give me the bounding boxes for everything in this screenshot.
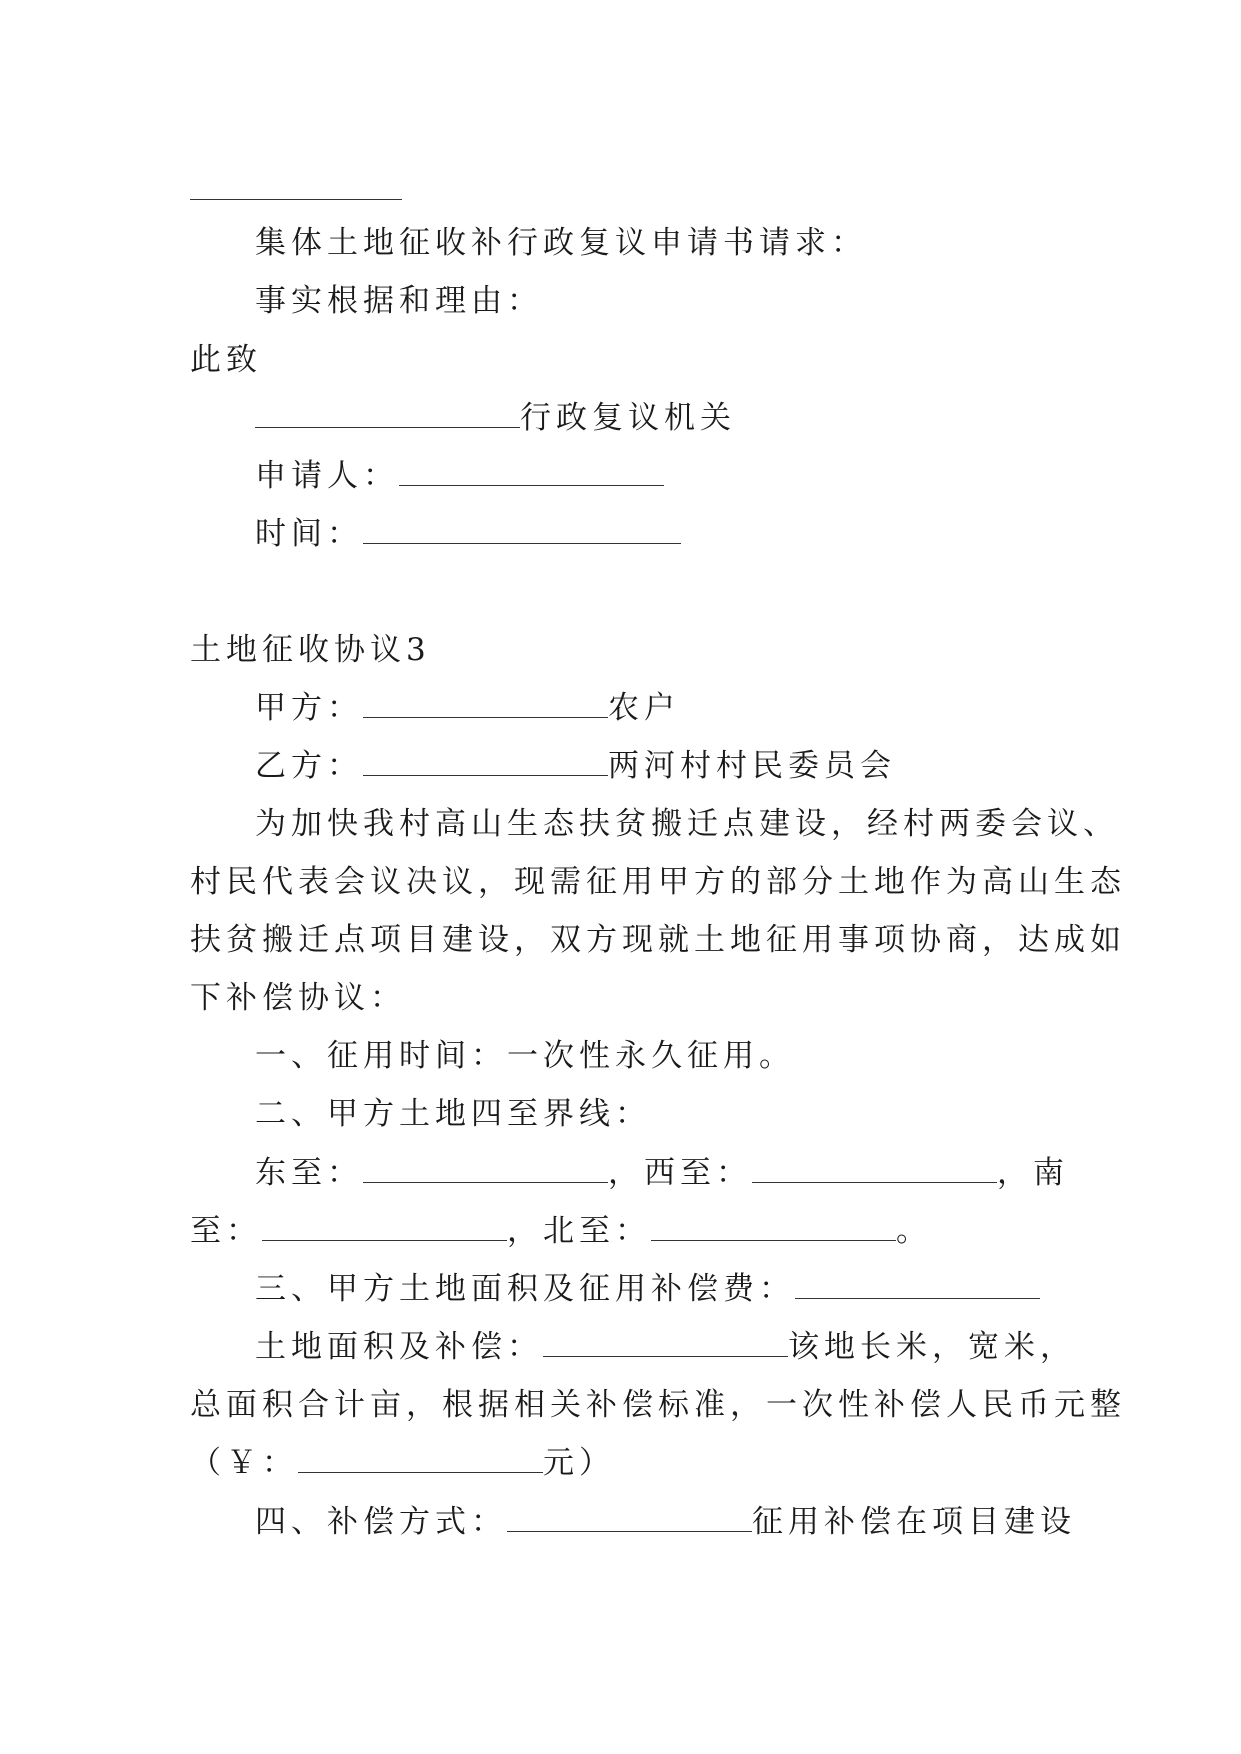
amount-open: （￥： — [190, 1445, 298, 1481]
party-a-label: 甲方： — [255, 690, 363, 726]
party-a-line — [255, 688, 680, 728]
amount-line — [190, 1443, 615, 1483]
east-label: 东至： — [255, 1155, 363, 1191]
boundary-line-2 — [190, 1211, 932, 1251]
term-1: 一、征用时间：一次性永久征用。 — [255, 1038, 795, 1074]
party-b-label: 乙方： — [255, 748, 363, 784]
request-heading: 集体土地征收补行政复议申请书请求： — [255, 225, 867, 261]
amount-close: 元） — [543, 1445, 615, 1481]
area-line — [255, 1327, 1076, 1367]
authority-label: 行政复议机关 — [520, 400, 736, 436]
boundary-line-1 — [255, 1153, 1069, 1193]
area-text: 该地长米，宽米， — [788, 1329, 1076, 1365]
term-2: 二、甲方土地四至界线： — [255, 1096, 651, 1132]
party-a-suffix: 农户 — [608, 690, 680, 726]
party-b-blank — [363, 749, 608, 776]
term-3-label: 三、甲方土地面积及征用补偿费： — [255, 1271, 795, 1307]
intro-line-4: 下补偿协议： — [190, 980, 406, 1016]
time-line — [255, 514, 681, 554]
term-4-line — [255, 1502, 1076, 1542]
payment-method-blank — [507, 1505, 752, 1532]
east-blank — [363, 1156, 608, 1183]
south-blank — [262, 1214, 507, 1241]
boundary-period: 。 — [896, 1213, 932, 1249]
south-label: ，南 — [997, 1155, 1069, 1191]
applicant-line — [255, 456, 664, 496]
party-b-line — [255, 746, 896, 786]
authority-blank — [255, 401, 520, 428]
west-blank — [752, 1156, 997, 1183]
area-line-2: 总面积合计亩，根据相关补偿标准，一次性补偿人民币元整 — [190, 1387, 1126, 1423]
amount-blank — [298, 1446, 543, 1473]
term-4-label: 四、补偿方式： — [255, 1504, 507, 1540]
north-label: ，北至： — [507, 1213, 651, 1249]
area-blank — [543, 1330, 788, 1357]
applicant-label: 申请人： — [255, 458, 399, 494]
applicant-blank — [399, 459, 664, 486]
term-3-line — [255, 1269, 1040, 1309]
west-label: ，西至： — [608, 1155, 752, 1191]
intro-line-2: 村民代表会议决议，现需征用甲方的部分土地作为高山生态 — [190, 864, 1126, 900]
north-blank — [651, 1214, 896, 1241]
party-b-suffix: 两河村村民委员会 — [608, 748, 896, 784]
intro-line-3: 扶贫搬迁点项目建设，双方现就土地征用事项协商，达成如 — [190, 922, 1126, 958]
south-cont: 至： — [190, 1213, 262, 1249]
intro-line-1: 为加快我村高山生态扶贫搬迁点建设，经村两委会议、 — [255, 806, 1119, 842]
area-label: 土地面积及补偿： — [255, 1329, 543, 1365]
time-label: 时间： — [255, 516, 363, 552]
authority-line — [255, 398, 736, 438]
party-a-blank — [363, 691, 608, 718]
term-4-text: 征用补偿在项目建设 — [752, 1504, 1076, 1540]
top-blank-line — [190, 199, 402, 200]
facts-heading: 事实根据和理由： — [255, 283, 543, 319]
time-blank — [363, 517, 681, 544]
agreement-title: 土地征收协议3 — [190, 632, 431, 668]
salutation: 此致 — [190, 342, 262, 378]
compensation-fee-blank — [795, 1272, 1040, 1299]
